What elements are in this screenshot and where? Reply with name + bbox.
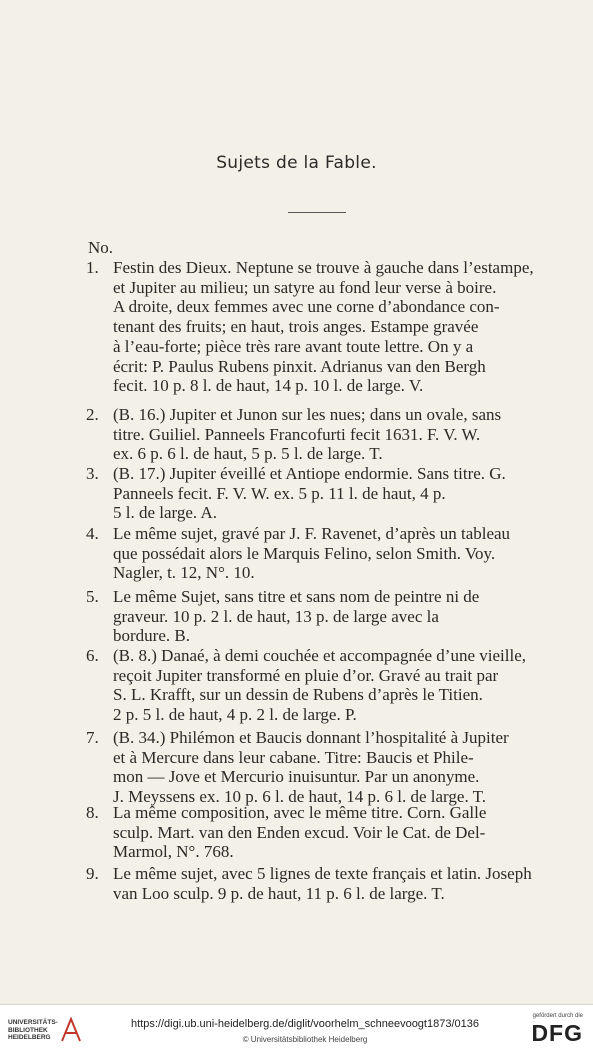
entry-text: (B. 16.) Jupiter et Junon sur les nues; dans un ovale, sans <box>113 405 502 424</box>
entry-number: 1. <box>86 258 99 277</box>
entry-line: Marmol, N°. 768. <box>113 842 234 862</box>
entry-line: S. L. Krafft, sur un dessin de Rubens d’après le Titien. <box>113 685 483 705</box>
entry-line: titre. Guiliel. Panneels Francofurti fecit 1631. F. V. W. <box>113 424 481 444</box>
dfg-caption: gefördert durch die <box>532 1013 583 1019</box>
entry-number: 8. <box>86 803 99 822</box>
catalogue-entry <box>86 464 550 523</box>
entry-line: et à Mercure dans leur cabane. Titre: Baucis et Phile- <box>113 747 474 767</box>
entry-text: (B. 17.) Jupiter éveillé et Antiope endormie. Sans titre. G. <box>113 464 506 483</box>
logo-line: BIBLIOTHEK <box>8 1026 48 1034</box>
catalogue-entry <box>86 258 550 396</box>
entry-text: La même composition, avec le même titre. Corn. Galle <box>113 803 487 822</box>
entry-line: reçoit Jupiter transformé en pluie d’or. Gravé au trait par <box>113 665 499 685</box>
entry-text: Le même Sujet, sans titre et sans nom de peintre ni de <box>113 587 480 606</box>
catalogue-entry <box>86 803 550 862</box>
entry-line: que possédait alors le Marquis Felino, selon Smith. Voy. <box>113 543 496 563</box>
entry-line: écrit: P. Paulus Rubens pinxit. Adrianus van den Bergh <box>113 356 486 376</box>
entry-line: Nagler, t. 12, N°. 10. <box>113 563 255 583</box>
logo-line: UNIVERSITÄTS- <box>8 1019 58 1026</box>
dfg-logo[interactable]: DFG <box>531 1020 583 1046</box>
entry-number: 2. <box>86 405 99 424</box>
catalogue-entry <box>86 587 550 646</box>
entry-line: ex. 6 p. 6 l. de haut, 5 p. 5 l. de large. T. <box>113 444 383 464</box>
page-url-link[interactable]: https://digi.ub.uni-heidelberg.de/diglit/voorhelm_schneevoogt1873/0136 <box>131 1018 479 1030</box>
entry-text: Festin des Dieux. Neptune se trouve à gauche dans l’estampe, <box>113 258 534 277</box>
entry-line: graveur. 10 p. 2 l. de haut, 13 p. de large avec la <box>113 606 439 626</box>
entry-line: bordure. B. <box>113 626 190 646</box>
entry-first-line <box>86 258 550 278</box>
catalogue-entry <box>86 405 550 464</box>
entry-line: fecit. 10 p. 8 l. de haut, 14 p. 10 l. de large. V. <box>113 376 424 396</box>
entry-line: sculp. Mart. van den Enden excud. Voir le Cat. de Del- <box>113 822 486 842</box>
entry-first-line <box>86 646 550 666</box>
entry-line: J. Meyssens ex. 10 p. 6 l. de haut, 14 p. 6 l. de large. T. <box>113 787 487 807</box>
entry-number: 4. <box>86 524 99 543</box>
catalogue-entry <box>86 646 550 725</box>
entry-text: (B. 34.) Philémon et Baucis donnant l’hospitalité à Jupiter <box>113 728 509 747</box>
entry-text: Le même sujet, avec 5 lignes de texte français et latin. Joseph <box>113 864 532 883</box>
viewer-footer <box>0 1004 593 1052</box>
entry-number: 6. <box>86 646 99 665</box>
entry-number: 3. <box>86 464 99 483</box>
entry-text: Le même sujet, gravé par J. F. Ravenet, d’après un tableau <box>113 524 511 543</box>
entry-line: Panneels fecit. F. V. W. ex. 5 p. 11 l. de haut, 4 p. <box>113 483 446 503</box>
entry-number: 7. <box>86 728 99 747</box>
university-seal-icon <box>60 1017 82 1043</box>
entry-first-line <box>86 803 550 823</box>
entry-line: et Jupiter au milieu; un satyre au fond leur verse à boire. <box>113 277 497 297</box>
entry-line: 5 l. de large. A. <box>113 503 218 523</box>
entry-text: (B. 8.) Danaé, à demi couchée et accompagnée d’une vieille, <box>113 646 526 665</box>
entry-first-line <box>86 728 550 748</box>
entry-line: A droite, deux femmes avec une corne d’abondance con- <box>113 297 500 317</box>
entry-line: mon — Jove et Mercurio inuisuntur. Par un anonyme. <box>113 767 480 787</box>
entry-first-line <box>86 524 550 544</box>
catalogue-entry <box>86 864 550 903</box>
page-title: Sujets de la Fable. <box>216 153 377 173</box>
catalogue-entry <box>86 524 550 583</box>
title-divider <box>288 212 346 213</box>
logo-line: HEIDELBERG <box>8 1034 51 1042</box>
entry-first-line <box>86 864 550 884</box>
entry-line: van Loo sculp. 9 p. de haut, 11 p. 6 l. de large. T. <box>113 883 445 903</box>
entry-line: à l’eau-forte; pièce très rare avant toute lettre. On y a <box>113 336 474 356</box>
entry-line: 2 p. 5 l. de haut, 4 p. 2 l. de large. P. <box>113 705 357 725</box>
copyright-text: © Universitätsbibliothek Heidelberg <box>242 1035 368 1044</box>
entry-first-line <box>86 587 550 607</box>
catalogue-entry <box>86 728 550 807</box>
entry-number: 9. <box>86 864 99 883</box>
entry-first-line <box>86 464 550 484</box>
entry-line: tenant des fruits; en haut, trois anges. Estampe gravée <box>113 317 479 337</box>
entry-number: 5. <box>86 587 99 606</box>
number-column-label: No. <box>88 238 114 257</box>
university-library-logo-text[interactable] <box>8 1019 64 1042</box>
entry-first-line <box>86 405 550 425</box>
